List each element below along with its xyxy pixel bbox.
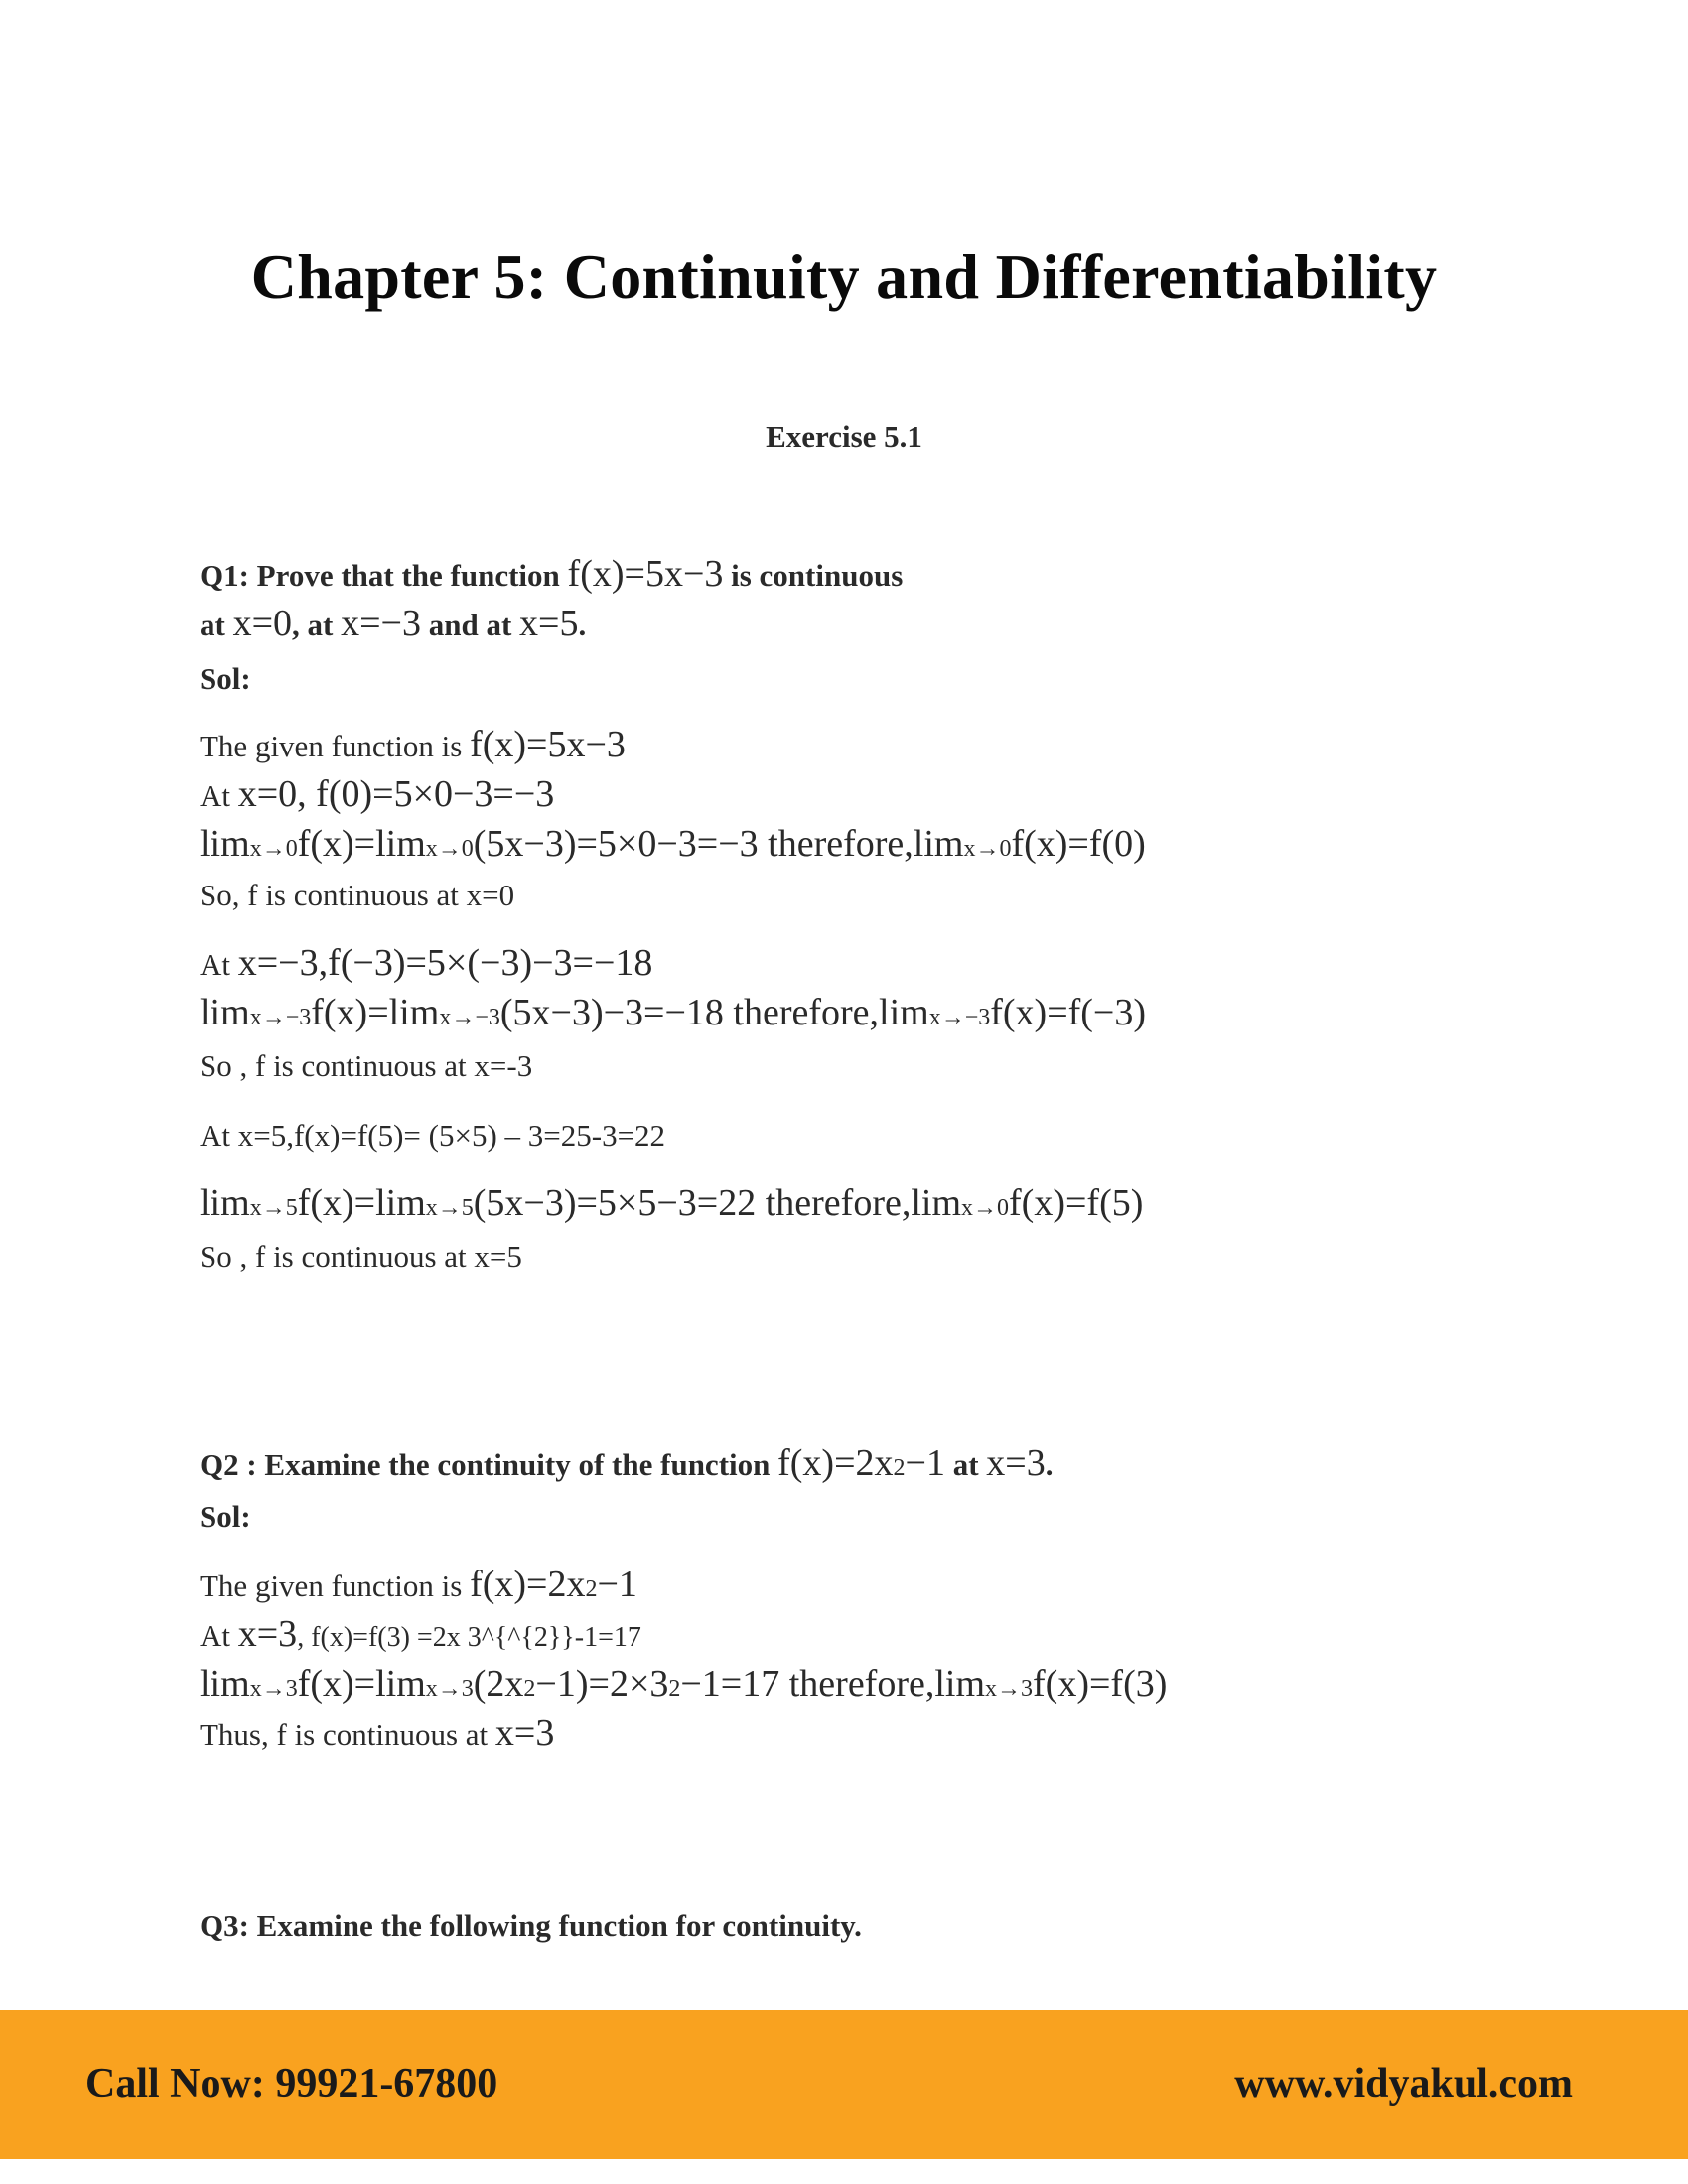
q1-lim5-line: limx→5f(x)=limx→5(5x−3)=5×5−3=22 therefore,limx→0f(x)=f(5) [200, 1182, 1144, 1224]
q1-lim0-line: limx→0f(x)=limx→0(5x−3)=5×0−3=−3 therefore,limx→0f(x)=f(0) [200, 823, 1146, 865]
q2-lim-line: limx→3f(x)=limx→3(2x2−1)=2×32−1=17 therefore,limx→3f(x)=f(3) [200, 1663, 1168, 1705]
q1-question [200, 552, 1520, 651]
q1-question-line2: at x=0, at x=−3 and at x=5. [200, 603, 587, 644]
exercise-heading: Exercise 5.1 [766, 419, 922, 454]
website-link[interactable]: www.vidyakul.com [1234, 2061, 1573, 2107]
footer-banner [0, 2010, 1688, 2159]
q2-thus-line: Thus, f is continuous at x=3 [200, 1712, 555, 1754]
q3-question: Q3: Examine the following function for continuity. [200, 1908, 862, 1943]
q2-given-line: The given function is f(x)=2x2−1 [200, 1564, 637, 1605]
q1-so5-line: So , f is continuous at x=5 [200, 1239, 522, 1274]
q2-question: Q2 : Examine the continuity of the function f(x)=2x2−1 at x=3. [200, 1442, 1054, 1484]
q1-question-line1: Q1: Prove that the function f(x)=5x−3 is continuous [200, 553, 904, 595]
q1-given-line: The given function is f(x)=5x−3 [200, 724, 626, 765]
q1-limm3-line: limx→−3f(x)=limx→−3(5x−3)−3=−18 therefore,limx→−3f(x)=f(−3) [200, 992, 1147, 1033]
call-now-text: Call Now: 99921-67800 [85, 2061, 498, 2107]
q2-sol-label: Sol: [200, 1499, 251, 1534]
q2-at3-line: At x=3, f(x)=f(3) =2x 3^{^{2}}-1=17 [200, 1613, 641, 1655]
q1-so0-line: So, f is continuous at x=0 [200, 878, 515, 912]
q1-sol-label: Sol: [200, 661, 251, 696]
q1-at0-line: At x=0, f(0)=5×0−3=−3 [200, 773, 555, 815]
q1-som3-line: So , f is continuous at x=-3 [200, 1048, 533, 1083]
chapter-title: Chapter 5: Continuity and Differentiability [250, 241, 1438, 312]
q1-at5-line: At x=5,f(x)=f(5)= (5×5) – 3=25-3=22 [200, 1118, 666, 1153]
q1-atm3-line: At x=−3,f(−3)=5×(−3)−3=−18 [200, 942, 653, 984]
